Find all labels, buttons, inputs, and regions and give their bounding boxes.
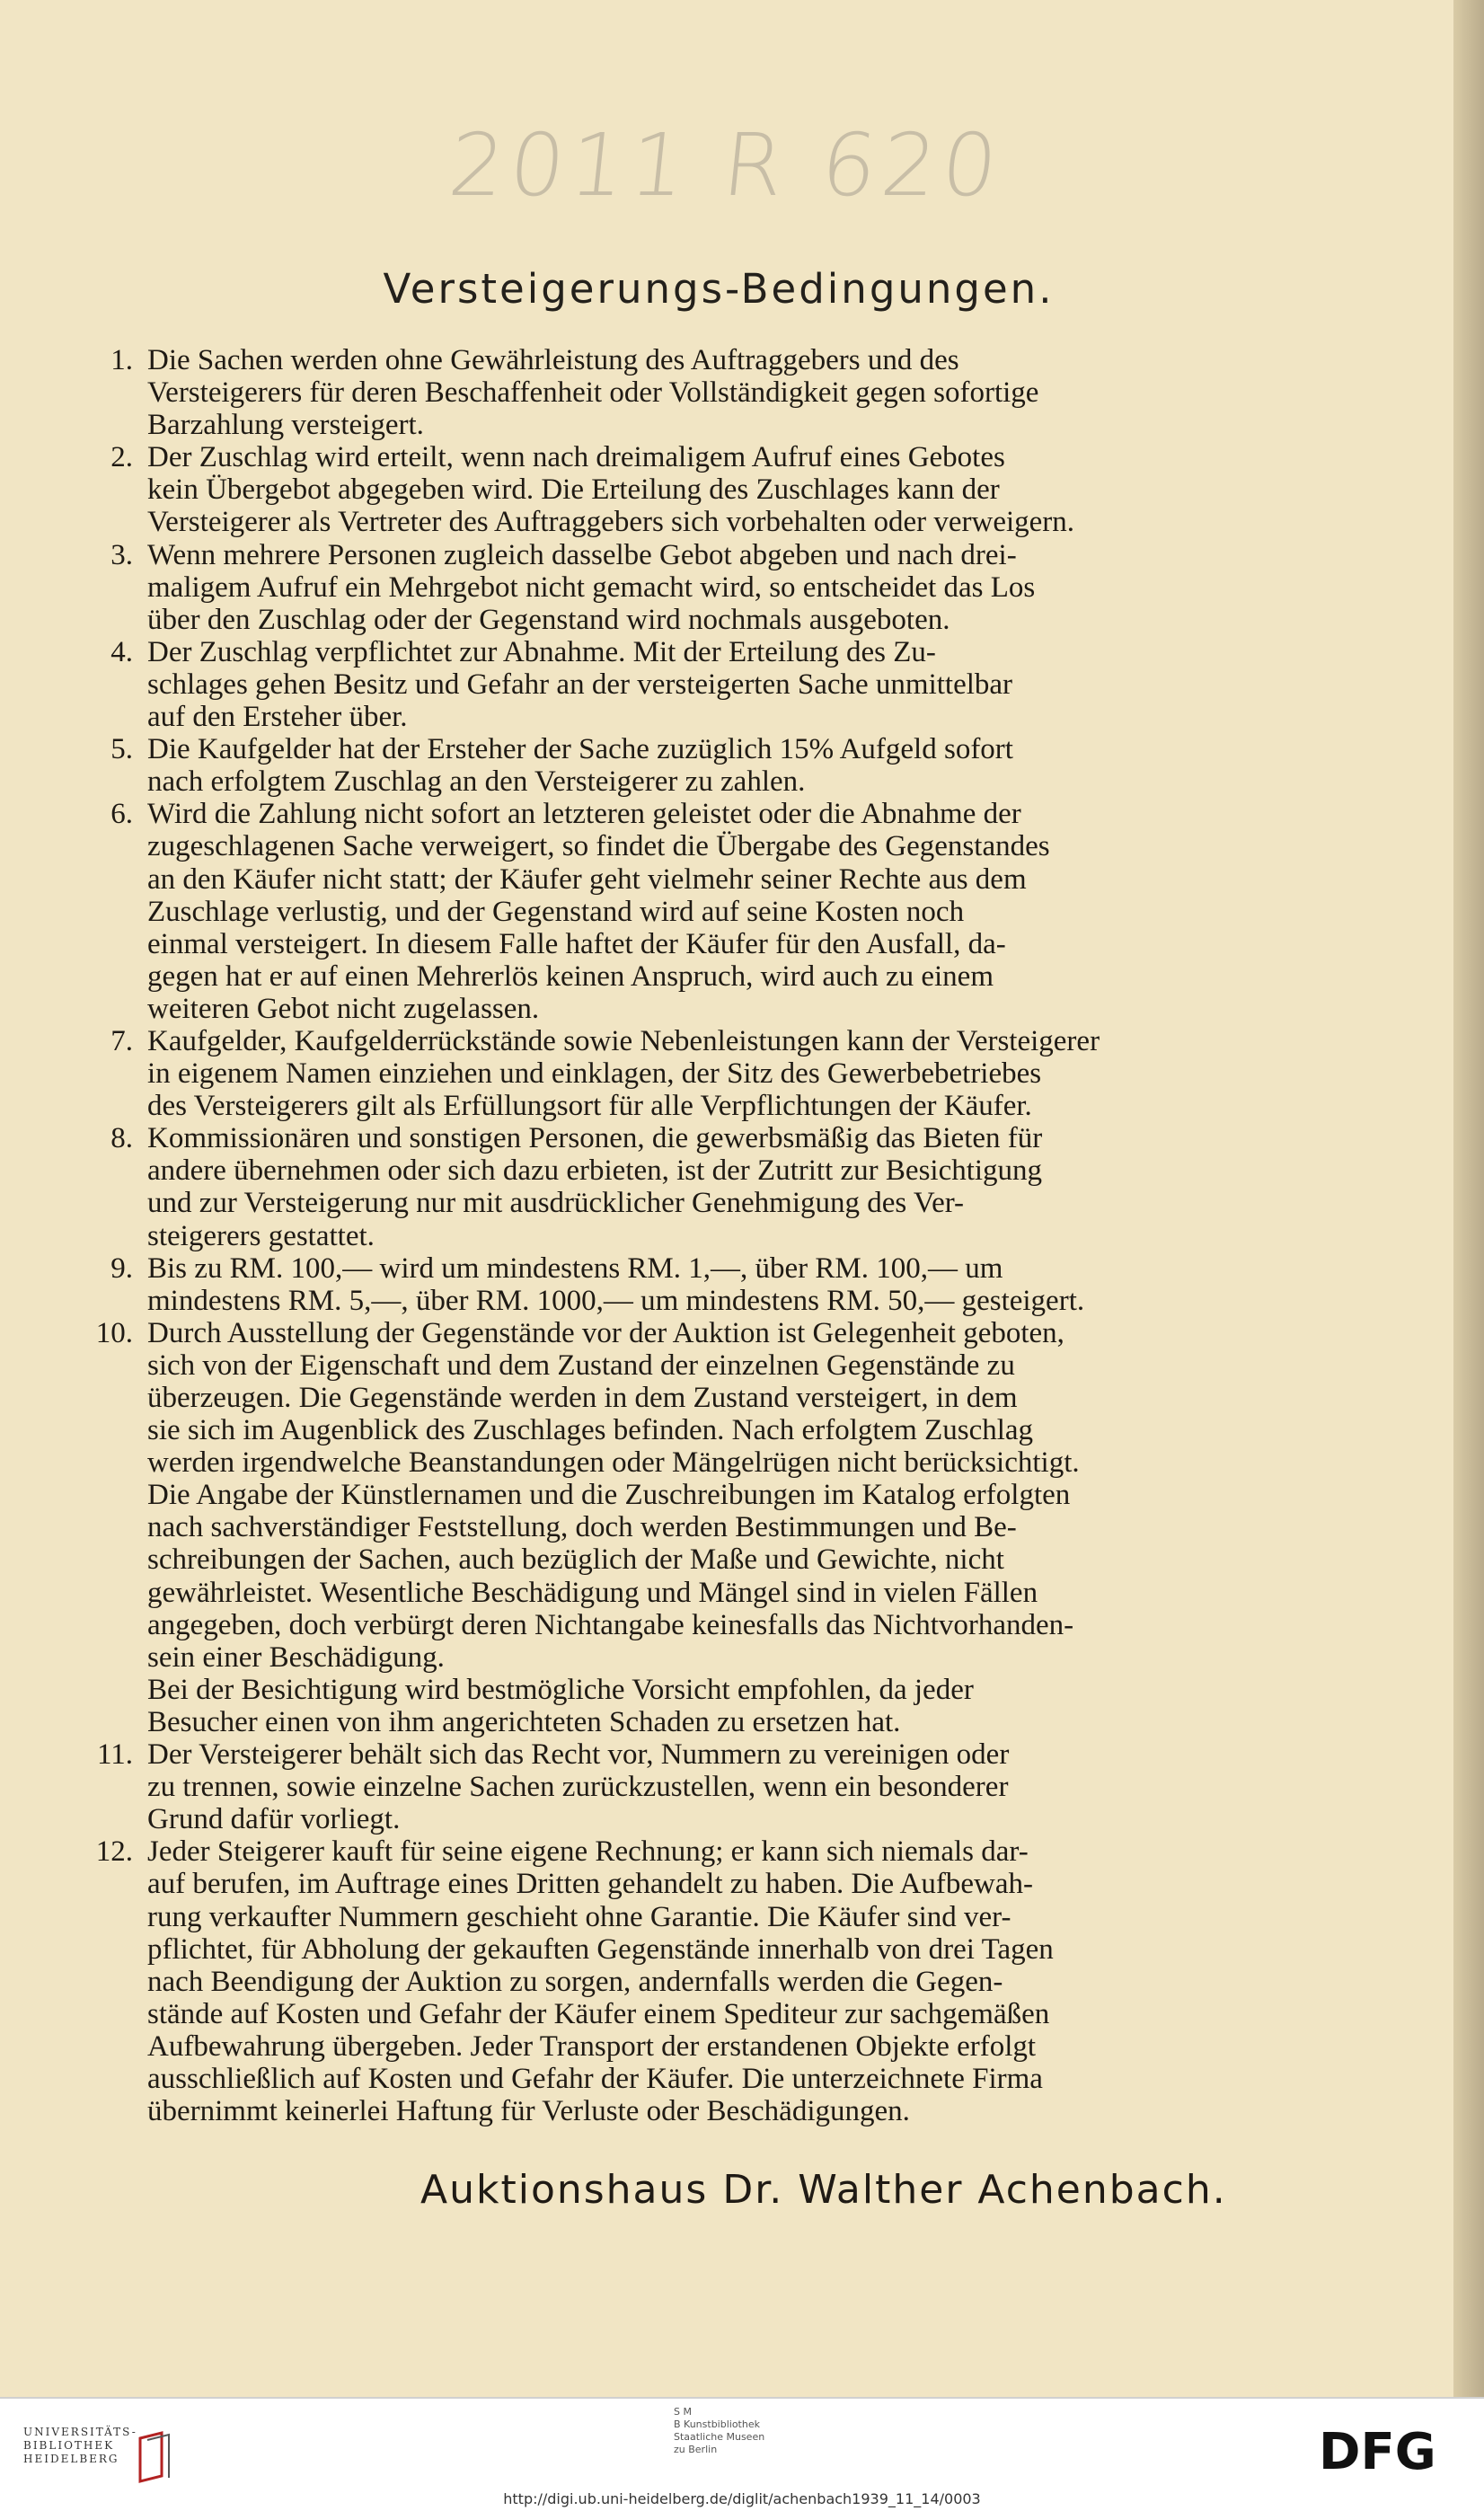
clause-number: 1.	[110, 344, 133, 376]
document-title: Versteigerungs-Bedingungen.	[383, 265, 1055, 313]
clause-line: maligem Aufruf ein Mehrgebot nicht gemacht wird, so entscheidet das Los	[147, 570, 1036, 604]
clause-line: in eigenem Namen einziehen und einklagen, der Sitz des Gewerbebetriebes	[147, 1057, 1042, 1091]
condition-clause	[90, 798, 1358, 1025]
smb-line: S M	[674, 2406, 692, 2418]
clause-line: Jeder Steigerer kauft für seine eigene Rechnung; er kann sich niemals dar-	[147, 1835, 1029, 1869]
clause-line: stände auf Kosten und Gefahr der Käufer einem Spediteur zur sachgemäßen	[147, 1997, 1050, 2030]
clause-line: werden irgendwelche Beanstandungen oder Mängelrügen nicht berücksichtigt.	[147, 1446, 1080, 1480]
clause-line: auf berufen, im Auftrage eines Dritten gehandelt zu haben. Die Aufbewah-	[147, 1868, 1033, 1901]
clause-line: gewährleistet. Wesentliche Beschädigung und Mängel sind in vielen Fällen	[147, 1576, 1038, 1609]
signature: Auktionshaus Dr. Walther Achenbach.	[420, 2167, 1227, 2213]
clause-line: Kommissionären und sonstigen Personen, die gewerbsmäßig das Bieten für	[147, 1122, 1043, 1155]
clause-line: ausschließlich auf Kosten und Gefahr der Käufer. Die unterzeichnete Firma	[147, 2062, 1043, 2095]
clause-line: kein Übergebot abgegeben wird. Die Erteilung des Zuschlages kann der	[147, 473, 1000, 507]
clause-line: sie sich im Augenblick des Zuschlages befinden. Nach erfolgtem Zuschlag	[147, 1414, 1034, 1447]
condition-clause	[90, 1025, 1358, 1122]
smb-line: zu Berlin	[674, 2444, 718, 2455]
clause-line: auf den Ersteher über.	[147, 701, 408, 734]
clause-line: Die Sachen werden ohne Gewährleistung des Auftraggebers und des	[147, 344, 959, 376]
condition-clause	[90, 733, 1358, 798]
clause-line: weiteren Gebot nicht zugelassen.	[147, 992, 540, 1025]
clause-number: 4.	[110, 635, 133, 668]
condition-clause	[90, 636, 1358, 733]
clause-line: Kaufgelder, Kaufgelderrückstände sowie Nebenleistungen kann der Versteigerer	[147, 1024, 1100, 1057]
clause-line: schlages gehen Besitz und Gefahr an der versteigerten Sache unmittelbar	[147, 668, 1013, 701]
condition-clause	[90, 441, 1358, 538]
clause-line: zu trennen, sowie einzelne Sachen zurückzustellen, wenn ein besonderer	[147, 1771, 1009, 1804]
page-edge	[1453, 0, 1484, 2397]
clause-number: 6.	[110, 798, 133, 831]
clause-line: pflichtet, für Abholung der gekauften Gegenstände innerhalb von drei Tagen	[147, 1932, 1054, 1966]
clause-line: Zuschlage verlustig, und der Gegenstand wird auf seine Kosten noch	[147, 895, 965, 928]
clause-line: Wenn mehrere Personen zugleich dasselbe Gebot abgeben und nach drei-	[147, 538, 1017, 571]
condition-clause	[90, 1738, 1358, 1835]
condition-clause	[90, 539, 1358, 636]
clause-line: zugeschlagenen Sache verweigert, so findet die Übergabe des Gegenstandes	[147, 830, 1050, 863]
condition-clause	[90, 1835, 1358, 2127]
clause-line: Die Angabe der Künstlernamen und die Zuschreibungen im Katalog erfolgten	[147, 1479, 1071, 1512]
condition-clause	[90, 1252, 1358, 1317]
clause-line: über den Zuschlag oder der Gegenstand wird nochmals ausgeboten.	[147, 603, 950, 636]
clause-line: Bis zu RM. 100,— wird um mindestens RM. 1,—, über RM. 100,— um	[147, 1251, 1003, 1285]
clause-line: Der Zuschlag verpflichtet zur Abnahme. Mit der Erteilung des Zu-	[147, 635, 936, 668]
library-name-line: UNIVERSITÄTS-	[23, 2426, 137, 2438]
clause-line: Aufbewahrung übergeben. Jeder Transport der erstandenen Objekte erfolgt	[147, 2029, 1037, 2063]
dfg-logo-text: DFG	[1319, 2424, 1436, 2478]
handwritten-shelfmark: 2011 R 620	[444, 115, 1008, 216]
clause-line: Bei der Besichtigung wird bestmögliche Vorsicht empfohlen, da jeder	[147, 1673, 974, 1706]
condition-clause	[90, 344, 1358, 441]
clause-line: andere übernehmen oder sich dazu erbieten, ist der Zutritt zur Besichtigung	[147, 1154, 1043, 1188]
clause-number: 7.	[110, 1024, 133, 1057]
clause-line: Die Kaufgelder hat der Ersteher der Sache zuzüglich 15% Aufgeld sofort	[147, 733, 1013, 766]
clause-line: an den Käufer nicht statt; der Käufer geht vielmehr seiner Rechte aus dem	[147, 862, 1027, 896]
clause-line: des Versteigerers gilt als Erfüllungsort für alle Verpflichtungen der Käufer.	[147, 1090, 1032, 1123]
clause-line: Versteigerers für deren Beschaffenheit oder Vollständigkeit gegen sofortige	[147, 376, 1039, 410]
clause-number: 8.	[110, 1122, 133, 1155]
clause-line: sich von der Eigenschaft und dem Zustand der einzelnen Gegenstände zu	[147, 1348, 1015, 1382]
clause-line: Besucher einen von ihm angerichteten Schaden zu ersetzen hat.	[147, 1705, 901, 1738]
smb-line: B Kunstbibliothek	[674, 2418, 760, 2430]
clause-line: Wird die Zahlung nicht sofort an letzteren geleistet oder die Abnahme der	[147, 798, 1021, 831]
clause-number: 5.	[110, 733, 133, 766]
smb-kunstbibliothek-logo[interactable]	[674, 2406, 853, 2456]
condition-clause	[90, 1317, 1358, 1738]
footer-bar	[0, 2397, 1484, 2511]
clause-line: mindestens RM. 5,—, über RM. 1000,— um mindestens RM. 50,— gesteigert.	[147, 1284, 1085, 1317]
clause-line: Grund dafür vorliegt.	[147, 1803, 401, 1836]
clause-line: angegeben, doch verbürgt deren Nichtangabe keinesfalls das Nichtvorhanden-	[147, 1608, 1074, 1641]
ub-emblem-icon	[135, 2431, 174, 2485]
clause-number: 12.	[95, 1835, 133, 1869]
clause-line: nach Beendigung der Auktion zu sorgen, andernfalls werden die Gegen-	[147, 1965, 1003, 1998]
clause-line: Der Zuschlag wird erteilt, wenn nach dreimaligem Aufruf eines Gebotes	[147, 441, 1005, 474]
clause-line: übernimmt keinerlei Haftung für Verluste oder Beschädigungen.	[147, 2095, 910, 2128]
clause-line: Barzahlung versteigert.	[147, 409, 424, 442]
clause-number: 10.	[95, 1316, 133, 1349]
library-name-line: HEIDELBERG	[23, 2453, 119, 2465]
clause-line: rung verkaufter Nummern geschieht ohne Garantie. Die Käufer sind ver-	[147, 1900, 1011, 1933]
permalink-url[interactable]: http://digi.ub.uni-heidelberg.de/diglit/achenbach1939_11_14/0003	[503, 2490, 981, 2507]
clause-line: sein einer Beschädigung.	[147, 1640, 445, 1674]
clause-line: schreibungen der Sachen, auch bezüglich der Maße und Gewichte, nicht	[147, 1543, 1004, 1577]
clause-number: 2.	[110, 441, 133, 474]
smb-line: Staatliche Museen	[674, 2431, 765, 2443]
clause-line: Versteigerer als Vertreter des Auftraggebers sich vorbehalten oder verweigern.	[147, 506, 1075, 539]
clause-line: überzeugen. Die Gegenstände werden in dem Zustand versteigert, in dem	[147, 1382, 1018, 1414]
clause-line: gegen hat er auf einen Mehrerlös keinen Anspruch, wird auch zu einem	[147, 959, 994, 993]
clause-line: und zur Versteigerung nur mit ausdrücklicher Genehmigung des Ver-	[147, 1187, 965, 1220]
dfg-logo[interactable]	[1319, 2424, 1462, 2478]
clause-line: nach sachverständiger Feststellung, doch werden Bestimmungen und Be-	[147, 1511, 1017, 1544]
clause-line: nach erfolgtem Zuschlag an den Versteigerer zu zahlen.	[147, 765, 806, 799]
clause-line: steigerers gestattet.	[147, 1219, 375, 1252]
clause-number: 9.	[110, 1251, 133, 1285]
condition-clause	[90, 1122, 1358, 1251]
conditions-list	[90, 344, 1358, 2127]
clause-line: Durch Ausstellung der Gegenstände vor der Auktion ist Gelegenheit geboten,	[147, 1316, 1064, 1349]
clause-line: einmal versteigert. In diesem Falle haftet der Käufer für den Ausfall, da-	[147, 927, 1006, 960]
clause-number: 3.	[110, 538, 133, 571]
library-name-line: BIBLIOTHEK	[23, 2439, 115, 2452]
clause-number: 11.	[96, 1738, 133, 1772]
clause-line: Der Versteigerer behält sich das Recht vor, Nummern zu vereinigen oder	[147, 1738, 1010, 1772]
